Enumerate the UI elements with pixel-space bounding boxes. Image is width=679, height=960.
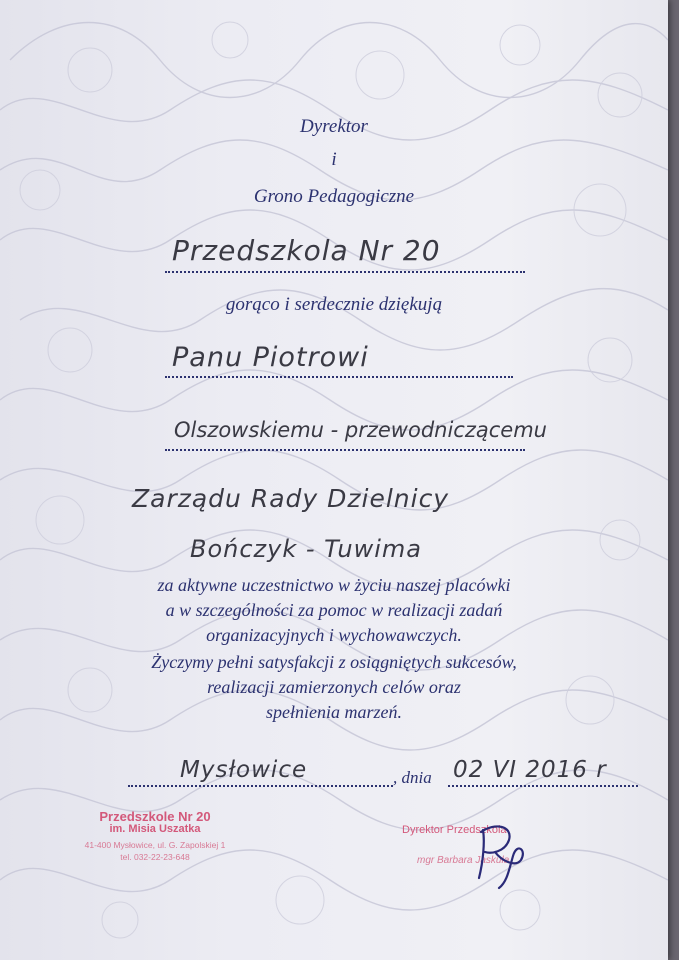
stamp-patron: im. Misia Uszatka — [109, 823, 201, 835]
recipient-name-line3: Zarządu Rady Dzielnicy — [132, 484, 450, 513]
institution-handwritten: Przedszkola Nr 20 — [172, 234, 441, 267]
signature-stamp-title: Dyrektor Przedszkola — [402, 824, 507, 836]
header-and: i — [331, 149, 337, 170]
recipient-name-line2: Olszowskiemu - przewodniczącemu — [174, 418, 547, 442]
body-line-5: realizacji zamierzonych celów oraz — [207, 677, 461, 697]
place-handwritten: Mysłowice — [180, 757, 308, 783]
body-line-6: spełnienia marzeń. — [266, 702, 402, 722]
signature-stamp-name: mgr Barbara Jaskuła — [417, 855, 510, 866]
stamp-phone: tel. 032-22-23-648 — [120, 852, 190, 862]
handwritten-signature — [455, 812, 545, 892]
dotted-line-date — [448, 785, 638, 787]
body-line-3: organizacyjnych i wychowawczych. — [206, 625, 462, 645]
body-line-1: za aktywne uczestnictwo w życiu naszej placówki — [157, 575, 511, 595]
recipient-name-line4: Bończyk - Tuwima — [190, 535, 423, 563]
body-line-4: Życzymy pełni satysfakcji z osiągniętych sukcesów, — [151, 652, 517, 672]
header-director: Dyrektor — [300, 116, 368, 137]
header-teaching-staff: Grono Pedagogiczne — [253, 186, 415, 207]
recipient-name-line1: Panu Piotrowi — [172, 342, 369, 373]
dotted-line-institution — [165, 271, 525, 273]
date-label: , dnia — [393, 768, 432, 787]
dotted-line-recipient-1 — [165, 376, 513, 378]
stamp-address: 41-400 Mysłowice, ul. G. Zapolskiej 1 — [84, 840, 226, 850]
stamp-school-name: Przedszkole Nr 20 — [99, 809, 211, 824]
body-line-2: a w szczególności za pomoc w realizacji zadań — [165, 600, 503, 620]
thanks-line: gorąco i serdecznie dziękują — [225, 294, 443, 315]
dotted-line-place — [128, 785, 393, 787]
dotted-line-recipient-2 — [165, 449, 525, 451]
date-handwritten: 02 VI 2016 r — [453, 757, 607, 783]
